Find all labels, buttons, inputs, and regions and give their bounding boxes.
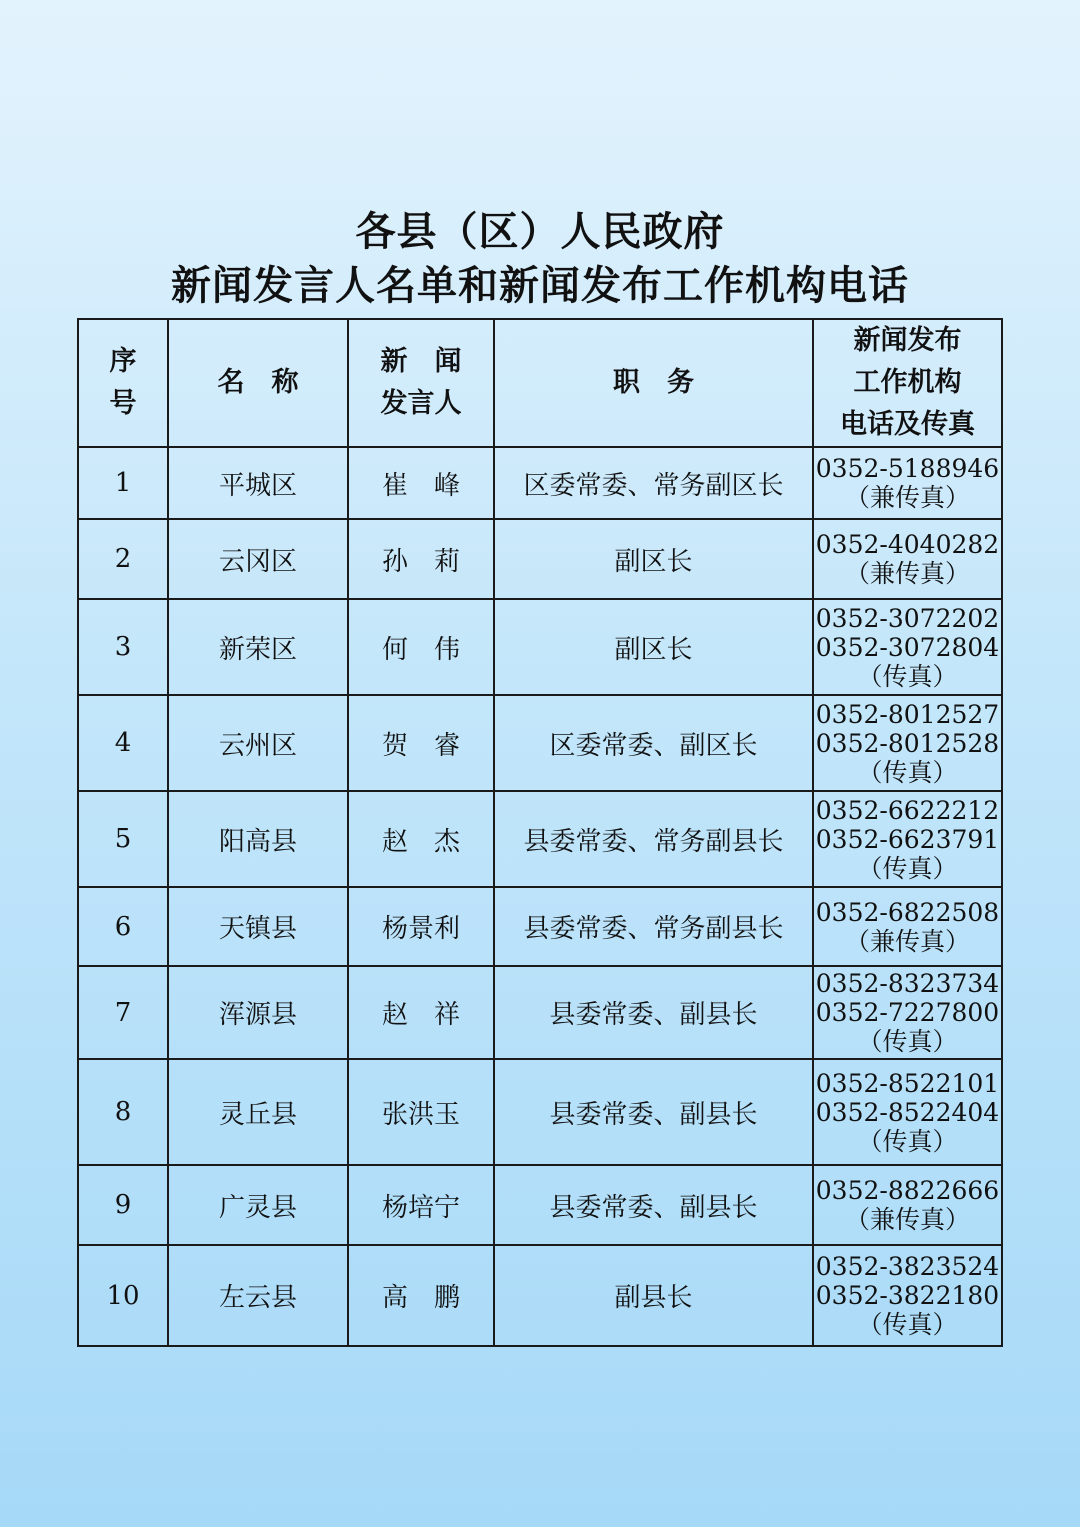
spokesperson-table xyxy=(77,318,1003,1347)
seq-cell: 9 xyxy=(78,1165,168,1245)
spokesperson-cell: 崔 峰 xyxy=(348,447,494,519)
position-cell: 副县长 xyxy=(494,1245,813,1346)
contact-line: （传真） xyxy=(857,853,958,883)
header-seq-line: 序 xyxy=(109,346,137,377)
contact-line: （兼传真） xyxy=(844,1205,970,1234)
position-cell: 副区长 xyxy=(494,599,813,695)
district-name-cell: 左云县 xyxy=(168,1245,348,1346)
table-row xyxy=(78,887,1002,966)
contact-line: 0352-3072202 xyxy=(815,603,1000,633)
contact-line: （兼传真） xyxy=(844,559,970,588)
spokesperson-cell: 赵 祥 xyxy=(348,966,494,1059)
contact-line: （传真） xyxy=(857,1027,958,1056)
spokesperson-cell: 贺 睿 xyxy=(348,695,494,791)
contact-cell xyxy=(813,1245,1002,1346)
header-spokesperson xyxy=(348,319,494,447)
contact-cell xyxy=(813,791,1002,887)
table-row xyxy=(78,599,1002,695)
table-row xyxy=(78,695,1002,791)
contact-cell xyxy=(813,519,1002,599)
seq-cell: 10 xyxy=(78,1245,168,1346)
spokesperson-cell: 高 鹏 xyxy=(348,1245,494,1346)
contact-line: （传真） xyxy=(857,1310,958,1339)
seq-cell: 4 xyxy=(78,695,168,791)
contact-line: 0352-6623791 xyxy=(815,824,1000,854)
contact-line: 0352-8012527 xyxy=(815,699,1000,729)
page-title: 各县（区）人民政府 xyxy=(355,209,725,255)
contact-line: 0352-4040282 xyxy=(815,530,1000,559)
contact-cell xyxy=(813,447,1002,519)
table-row xyxy=(78,791,1002,887)
spokesperson-cell: 杨景利 xyxy=(348,887,494,966)
position-cell: 副区长 xyxy=(494,519,813,599)
contact-cell xyxy=(813,1059,1002,1165)
district-name-cell: 云冈区 xyxy=(168,519,348,599)
seq-cell: 6 xyxy=(78,887,168,966)
header-contact-line: 新闻发布 xyxy=(853,325,962,356)
spokesperson-cell: 张洪玉 xyxy=(348,1059,494,1165)
seq-cell: 5 xyxy=(78,791,168,887)
contact-line: （传真） xyxy=(857,661,958,691)
position-cell: 区委常委、常务副区长 xyxy=(494,447,813,519)
district-name-cell: 广灵县 xyxy=(168,1165,348,1245)
table-row xyxy=(78,1059,1002,1165)
seq-cell: 7 xyxy=(78,966,168,1059)
contact-line: 0352-5188946 xyxy=(815,454,1000,483)
contact-line: （传真） xyxy=(857,757,958,787)
position-cell: 区委常委、副区长 xyxy=(494,695,813,791)
district-name-cell: 天镇县 xyxy=(168,887,348,966)
seq-cell: 3 xyxy=(78,599,168,695)
position-cell: 县委常委、副县长 xyxy=(494,1165,813,1245)
contact-line: 0352-6622212 xyxy=(815,795,1000,825)
table-row xyxy=(78,1245,1002,1346)
district-name-cell: 灵丘县 xyxy=(168,1059,348,1165)
position-cell: 县委常委、副县长 xyxy=(494,966,813,1059)
table-header-row xyxy=(78,319,1002,447)
contact-line: （兼传真） xyxy=(844,926,970,956)
table-row xyxy=(78,1165,1002,1245)
district-name-cell: 阳高县 xyxy=(168,791,348,887)
table-row xyxy=(78,447,1002,519)
district-name-cell: 云州区 xyxy=(168,695,348,791)
header-seq xyxy=(78,319,168,447)
contact-line: 0352-3072804 xyxy=(815,632,1000,662)
position-cell: 县委常委、常务副县长 xyxy=(494,791,813,887)
header-seq-line: 号 xyxy=(109,388,137,419)
seq-cell: 1 xyxy=(78,447,168,519)
contact-line: （兼传真） xyxy=(844,483,970,512)
header-contact-line: 电话及传真 xyxy=(840,409,975,440)
header-contact-line: 工作机构 xyxy=(853,367,962,398)
contact-line: （传真） xyxy=(857,1126,958,1156)
district-name-cell: 新荣区 xyxy=(168,599,348,695)
contact-cell xyxy=(813,1165,1002,1245)
seq-cell: 8 xyxy=(78,1059,168,1165)
position-cell: 县委常委、副县长 xyxy=(494,1059,813,1165)
spokesperson-cell: 杨培宁 xyxy=(348,1165,494,1245)
table-row xyxy=(78,966,1002,1059)
spokesperson-cell: 何 伟 xyxy=(348,599,494,695)
position-cell: 县委常委、常务副县长 xyxy=(494,887,813,966)
table-row xyxy=(78,519,1002,599)
contact-cell xyxy=(813,695,1002,791)
contact-cell xyxy=(813,599,1002,695)
spokesperson-cell: 赵 杰 xyxy=(348,791,494,887)
contact-line: 0352-8522101 xyxy=(815,1068,1000,1098)
header-position: 职 务 xyxy=(494,319,813,447)
contact-line: 0352-8522404 xyxy=(815,1097,1000,1127)
contact-line: 0352-3823524 xyxy=(815,1252,1000,1281)
contact-line: 0352-6822508 xyxy=(815,897,1000,927)
contact-line: 0352-7227800 xyxy=(815,998,1000,1027)
spokesperson-cell: 孙 莉 xyxy=(348,519,494,599)
header-spokesperson-line: 发言人 xyxy=(380,388,462,419)
seq-cell: 2 xyxy=(78,519,168,599)
contact-cell xyxy=(813,966,1002,1059)
header-spokesperson-line: 新 闻 xyxy=(380,346,462,377)
contact-line: 0352-8012528 xyxy=(815,728,1000,758)
contact-line: 0352-8323734 xyxy=(815,969,1000,998)
header-contact xyxy=(813,319,1002,447)
contact-cell xyxy=(813,887,1002,966)
page-subtitle: 新闻发言人名单和新闻发布工作机构电话 xyxy=(171,263,909,309)
contact-line: 0352-3822180 xyxy=(815,1281,1000,1310)
district-name-cell: 浑源县 xyxy=(168,966,348,1059)
district-name-cell: 平城区 xyxy=(168,447,348,519)
contact-line: 0352-8822666 xyxy=(815,1176,1000,1205)
header-name: 名 称 xyxy=(168,319,348,447)
